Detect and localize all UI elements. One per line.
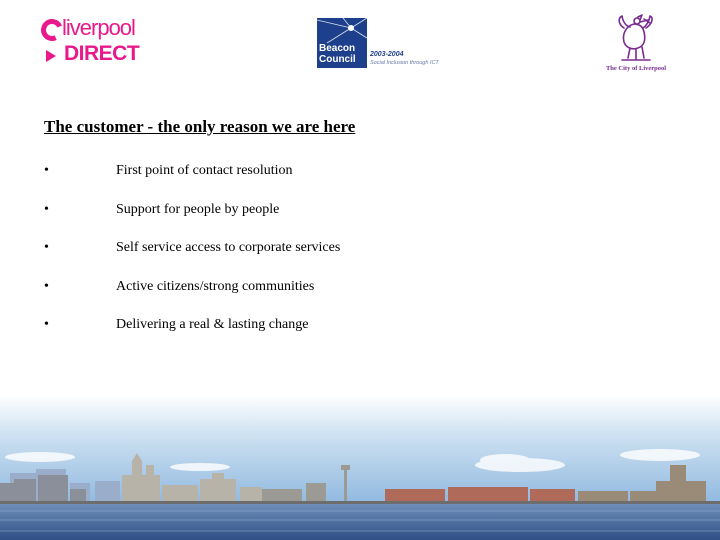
beacon-council-tagline: Social Inclusion through ICT	[370, 60, 439, 66]
bullet-dot: •	[44, 279, 49, 294]
beacon-council-emblem	[317, 18, 367, 68]
liverpool-direct-logo	[40, 16, 140, 70]
slide-heading: The customer - the only reason we are here	[44, 117, 356, 136]
bullet-dot: •	[44, 240, 49, 255]
bullet-item	[44, 163, 644, 183]
beacon-council-years: 2003-2004	[370, 51, 404, 58]
bullet-text: Self service access to corporate services	[116, 240, 341, 255]
bullet-item	[44, 279, 644, 299]
bullet-dot: •	[44, 163, 49, 178]
bullet-text: Delivering a real & lasting change	[116, 317, 309, 332]
liverpool-direct-logo-direct: DIRECT	[64, 42, 140, 65]
bullet-dot: •	[44, 202, 49, 217]
liver-bird-icon	[616, 14, 656, 64]
bullet-item	[44, 202, 644, 222]
bullet-item	[44, 317, 644, 337]
bullet-item	[44, 240, 644, 260]
city-of-liverpool-logo	[598, 14, 674, 76]
bullet-text: First point of contact resolution	[116, 163, 293, 178]
arrow-icon	[46, 50, 56, 62]
bullet-text: Support for people by people	[116, 202, 280, 217]
beacon-council-logo	[317, 18, 451, 70]
city-of-liverpool-name: The City of Liverpool	[605, 65, 667, 72]
liverpool-waterfront-photo	[0, 395, 720, 540]
liverpool-direct-logo-word: liverpool	[62, 15, 135, 40]
bullet-dot: •	[44, 317, 49, 332]
bullet-text: Active citizens/strong communities	[116, 279, 315, 294]
beacon-council-name: Beacon Council	[319, 43, 356, 65]
